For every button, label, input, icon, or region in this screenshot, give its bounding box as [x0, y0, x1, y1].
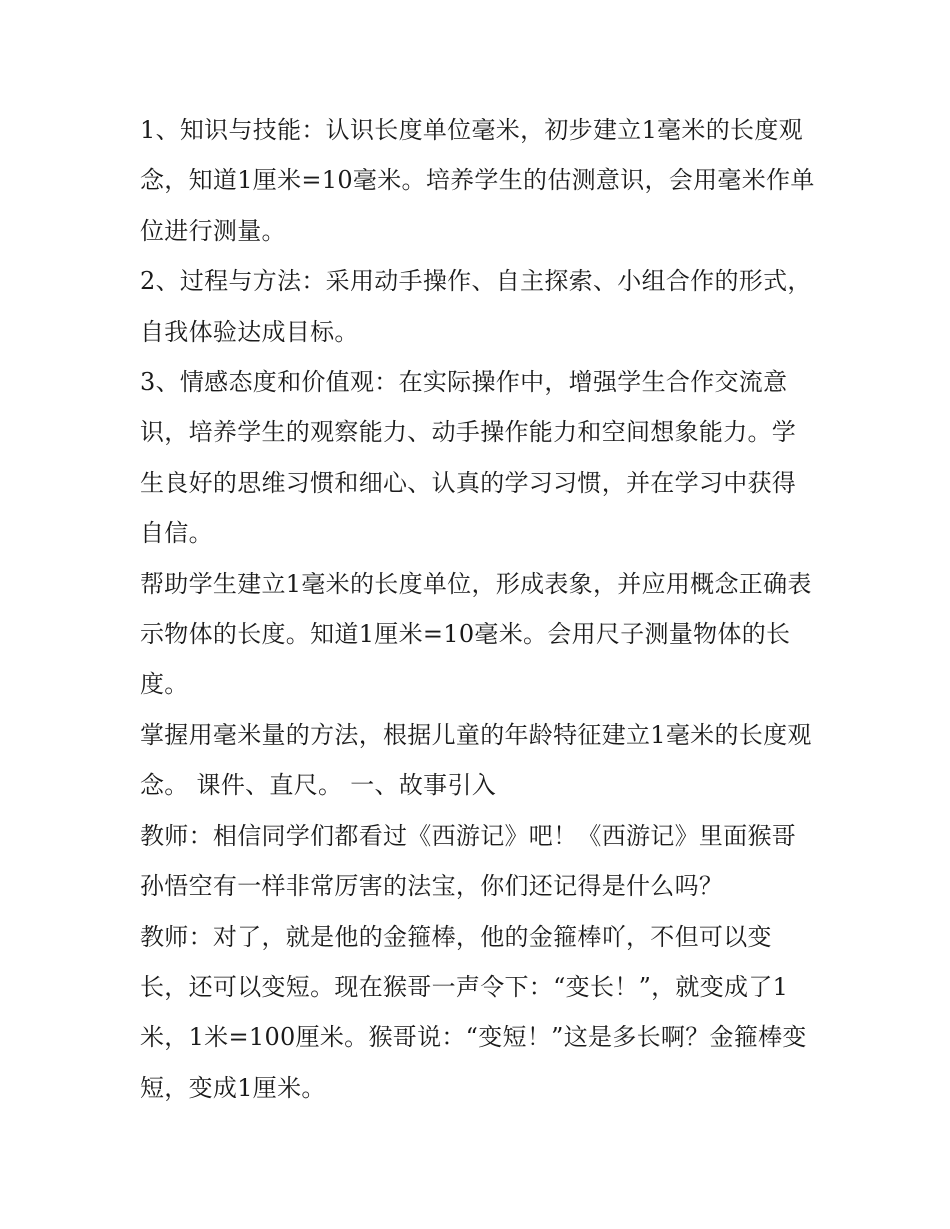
paragraph-emotion-values: 3、情感态度和价值观：在实际操作中，增强学生合作交流意识，培养学生的观察能力、动手操作能力和空间想象能力。学生良好的思维习惯和细心、认真的学习习惯，并在学习中获得自信。 [140, 368, 797, 548]
paragraph-key-points: 帮助学生建立1毫米的长度单位，形成表象，并应用概念正确表示物体的长度。知道1厘米=10毫米。会用尺子测量物体的长度。 [140, 569, 812, 699]
paragraph-process-method: 2、过程与方法：采用动手操作、自主探索、小组合作的形式，自我体验达成目标。 [140, 267, 812, 346]
paragraph-teacher-story: 教师：对了，就是他的金箍棒，他的金箍棒吖，不但可以变长，还可以变短。现在猴哥一声令下：“变长！”，就变成了1米，1米=100厘米。猴哥说：“变短！”这是多长啊？金箍棒变短，变成1厘米。 [140, 922, 807, 1102]
document-body [140, 105, 820, 1113]
paragraph-teacher-question: 教师：相信同学们都看过《西游记》吧！《西游记》里面猴哥孙悟空有一样非常厉害的法宝，你们还记得是什么吗？ [140, 821, 797, 901]
paragraph-knowledge-skills: 1、知识与技能：认识长度单位毫米，初步建立1毫米的长度观念，知道1厘米=10毫米。培养学生的估测意识，会用毫米作单位进行测量。 [140, 116, 815, 245]
paragraph-difficulty-and-intro: 掌握用毫米量的方法，根据儿童的年龄特征建立1毫米的长度观念。 课件、直尺。 一、故事引入 [140, 720, 812, 800]
